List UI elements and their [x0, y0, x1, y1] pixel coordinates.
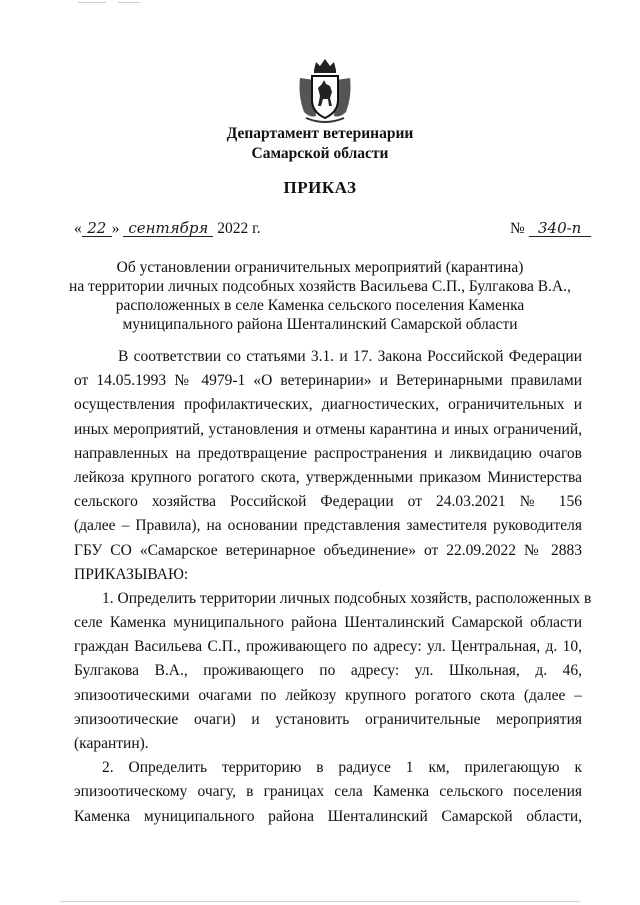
item-1-line: селе Каменка муниципального района Шенталинский Самарской области: [74, 614, 582, 632]
order-body: [74, 345, 592, 829]
body-line: сельского хозяйства Российской Федерации от 24.03.2021 № 156: [74, 493, 582, 511]
body-line: иных мероприятий, установления и отмены карантина и иных ограничений,: [74, 420, 582, 438]
subject-line: расположенных в селе Каменка сельского поселения Каменка: [115, 297, 525, 314]
body-line: от 14.05.1993 № 4979-1 «О ветеринарии» и Ветеринарными правилами: [74, 372, 582, 390]
item-1-line: 1. Определить территории личных подсобных хозяйств, расположенных в: [102, 589, 592, 607]
subject-line: Об установлении ограничительных мероприятий (карантина): [116, 259, 524, 276]
date-close-quote: »: [111, 220, 120, 237]
item-2-line: Каменка муниципального района Шенталинский Самарской области,: [74, 807, 582, 825]
scan-edge-bottom: [0, 897, 640, 905]
item-1-line: Булгакова В.А., проживающего по адресу: ул. Школьная, д. 46,: [74, 662, 582, 680]
body-line: (далее – Правила), на основании представления заместителя руководителя: [74, 517, 582, 535]
body-line: лейкоза крупного рогатого скота, утвержденными приказом Министерства: [74, 468, 582, 486]
subject-line: на территории личных подсобных хозяйств Васильева С.П., Булгакова В.А.,: [69, 278, 571, 295]
date-month-handwritten: сентября: [123, 220, 213, 237]
item-1-line: граждан Васильева С.П., проживающего по адресу: ул. Центральная, д. 10,: [74, 638, 582, 656]
scan-edge-top: [0, 0, 640, 6]
order-directive: ПРИКАЗЫВАЮ:: [74, 565, 189, 583]
date-open-quote: «: [74, 220, 82, 237]
item-1-line: (карантин).: [74, 735, 149, 752]
org-line-1: Департамент ветеринарии: [226, 125, 414, 142]
number-prefix: №: [510, 220, 525, 237]
body-line: осуществления профилактических, диагностических, ограничительных и: [74, 396, 582, 414]
body-line: В соответствии со статьями 3.1. и 17. Закона Российской Федерации: [118, 348, 582, 365]
document-type-title: ПРИКАЗ: [283, 178, 357, 197]
item-1-line: эпизоотическими очагами по лейкозу крупного рогатого скота (далее –: [74, 686, 582, 704]
date-day-handwritten: 22: [82, 220, 112, 237]
coat-of-arms-emblem: [296, 56, 354, 124]
item-2-line: 2. Определить территорию в радиусе 1 км, прилегающую к: [102, 759, 582, 777]
order-subject: [60, 258, 580, 334]
item-2-line: эпизоотическому очагу, в границах села Каменка сельского поселения: [74, 783, 582, 801]
org-line-2: Самарской области: [251, 145, 389, 162]
body-line: направленных на предотвращение распространения и ликвидацию очагов: [74, 444, 582, 462]
item-1-line: эпизоотические очаги) и установить ограничительные мероприятия: [74, 710, 582, 728]
document-date: [74, 220, 261, 238]
organization-name: [0, 124, 640, 164]
date-year: 2022 г.: [217, 220, 261, 237]
number-value-handwritten: 340-п: [529, 220, 591, 237]
body-line: ГБУ СО «Самарское ветеринарное объединение» от 22.09.2022 № 2883: [74, 541, 582, 559]
subject-line: муниципального района Шенталинский Самарской области: [122, 316, 518, 333]
document-number: [510, 220, 591, 238]
